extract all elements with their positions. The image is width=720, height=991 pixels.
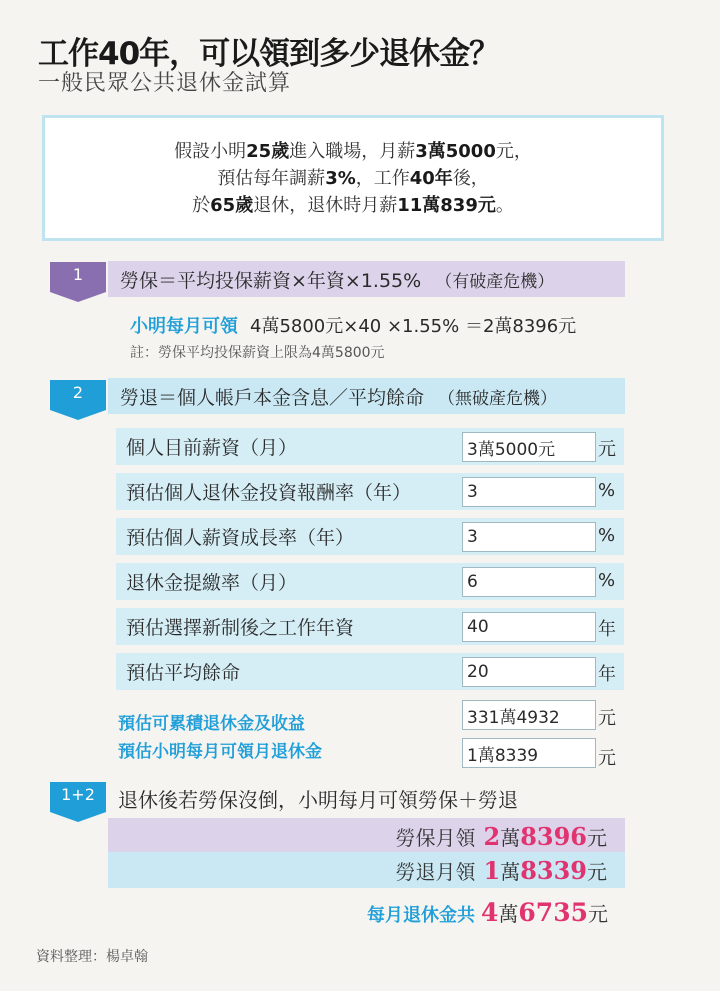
result-monthly-value: 1萬8339	[462, 738, 596, 768]
section-2-note: （無破產危機）	[438, 388, 558, 409]
labor-insurance-prefix-digit: 2	[483, 821, 501, 851]
total-label: 每月退休金共	[367, 905, 475, 926]
total-prefix-wan: 萬	[498, 902, 519, 926]
labor-pension-amount: 8339	[520, 855, 587, 885]
result-monthly-label: 預估小明每月可領月退休金	[118, 742, 322, 762]
credit-line: 資料整理：楊卓翰	[36, 949, 148, 965]
section-2-badge: 2	[50, 380, 106, 410]
calc-row-life-expectancy: 預估平均餘命 20 年	[116, 653, 624, 690]
section-3-text: 退休後若勞保沒倒，小明每月可領勞保＋勞退	[118, 788, 518, 812]
section-1-badge: 1	[50, 262, 106, 292]
result-accumulated-label: 預估可累積退休金及收益	[118, 714, 305, 734]
total-unit: 元	[588, 902, 608, 926]
result-accumulated-unit: 元	[598, 708, 616, 729]
calc-row-work-years: 預估選擇新制後之工作年資 40 年	[116, 608, 624, 645]
labor-pension-band	[108, 852, 625, 888]
result-accumulated-value: 331萬4932	[462, 700, 596, 730]
section-1-monthly-calc: 4萬5800元×40 ×1.55% ＝2萬8396元	[250, 316, 577, 337]
labor-insurance-amount: 8396	[520, 821, 587, 851]
salary-growth-field[interactable]: 3	[462, 522, 596, 552]
calc-row-salary-growth: 預估個人薪資成長率（年） 3 %	[116, 518, 624, 555]
total-prefix-digit: 4	[481, 898, 499, 927]
life-expectancy-field[interactable]: 20	[462, 657, 596, 687]
page-title: 工作40年，可以領到多少退休金？	[38, 36, 500, 72]
scenario-line-1: 假設小明25歲進入職場，月薪3萬5000元，	[174, 140, 532, 162]
section-1-monthly	[130, 312, 576, 338]
labor-pension-label: 勞退月領	[395, 859, 476, 884]
labor-pension-prefix-digit: 1	[483, 855, 501, 885]
page-subtitle: 一般民眾公共退休金試算	[38, 71, 292, 96]
result-monthly-unit: 元	[598, 748, 616, 769]
salary-field[interactable]: 3萬5000元	[462, 432, 596, 462]
labor-insurance-label: 勞保月領	[395, 825, 476, 850]
section-1-formula: 勞保＝平均投保薪資×年資×1.55%	[120, 269, 422, 292]
section-1-monthly-label: 小明每月可領	[130, 316, 238, 337]
total-amount: 6735	[518, 898, 588, 927]
section-2-formula: 勞退＝個人帳戶本金含息／平均餘命	[120, 386, 425, 409]
section-1-note: （有破產危機）	[435, 271, 555, 292]
labor-insurance-unit: 元	[587, 825, 607, 850]
work-years-field[interactable]: 40	[462, 612, 596, 642]
section-1-header	[108, 261, 625, 297]
labor-insurance-band	[108, 818, 625, 854]
section-3-badge: 1+2	[50, 782, 106, 812]
section-2-header	[108, 378, 625, 414]
scenario-box	[42, 115, 664, 241]
calc-row-return-rate: 預估個人退休金投資報酬率（年） 3 %	[116, 473, 624, 510]
labor-pension-unit: 元	[587, 859, 607, 884]
return-rate-field[interactable]: 3	[462, 477, 596, 507]
calc-row-contribution: 退休金提繳率（月） 6 %	[116, 563, 624, 600]
calculator-rows	[116, 428, 624, 698]
labor-insurance-prefix-wan: 萬	[500, 825, 521, 850]
section-1-footnote: 註：勞保平均投保薪資上限為4萬5800元	[130, 345, 385, 361]
scenario-line-2: 預估每年調薪3%，工作40年後，	[217, 167, 489, 189]
labor-pension-prefix-wan: 萬	[500, 859, 521, 884]
scenario-line-3: 於65歲退休，退休時月薪11萬839元。	[192, 194, 514, 216]
total-pension	[367, 898, 608, 927]
calc-row-salary: 個人目前薪資（月） 3萬5000元 元	[116, 428, 624, 465]
contribution-rate-field[interactable]: 6	[462, 567, 596, 597]
